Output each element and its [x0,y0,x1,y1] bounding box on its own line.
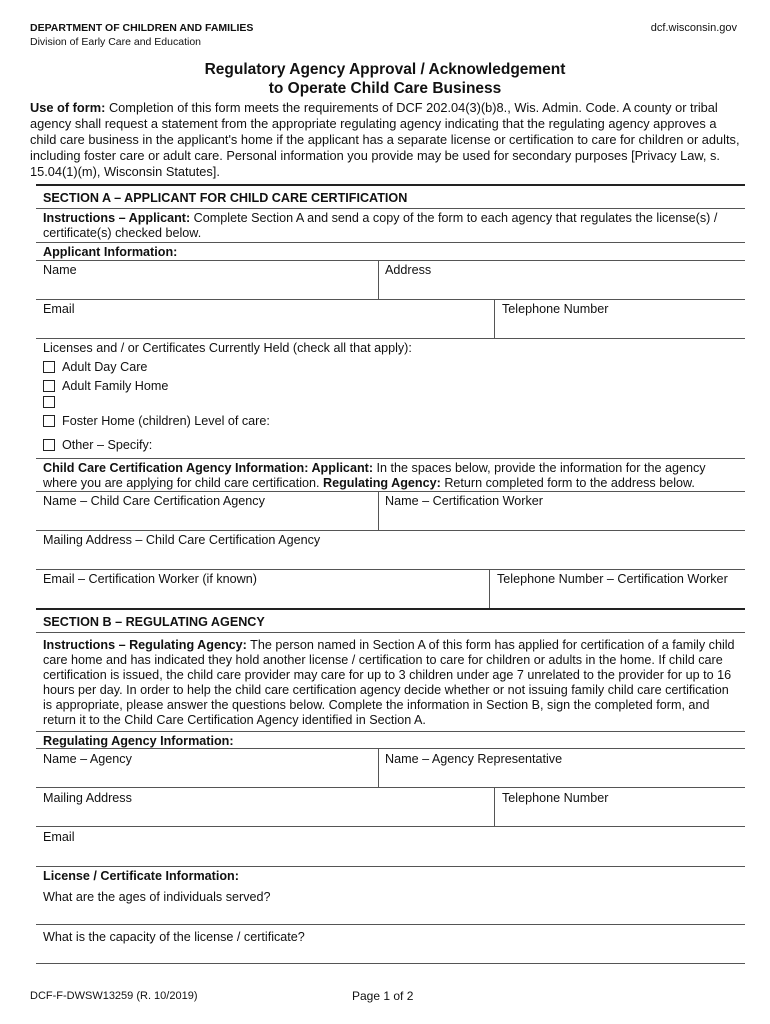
capacity-question: What is the capacity of the license / certificate? [43,930,305,944]
instructions-label: Instructions – Regulating Agency: [43,638,247,652]
name-label: Name [43,263,77,277]
agency-name-label: Name – Child Care Certification Agency [43,494,265,508]
section-b-instructions [43,638,738,728]
cert-agency-heading: Child Care Certification Agency Information: Applicant: [43,461,374,475]
divider [36,299,745,300]
licenses-label: Licenses and / or Certificates Currently Held (check all that apply): [43,341,412,355]
other-specify-label: Other – Specify: [62,438,153,452]
adult-family-home-label: Adult Family Home [62,379,169,393]
agency-representative-label: Name – Agency Representative [385,752,563,766]
form-title-line1: Regulatory Agency Approval / Acknowledgement [204,61,566,78]
telephone-label: Telephone Number [502,791,609,805]
ages-question: What are the ages of individuals served? [43,890,271,904]
worker-phone-label: Telephone Number – Certification Worker [497,572,728,586]
divider [36,826,745,827]
instructions-text: The person named in Section A of this form has applied for certification of a family child care home and has indicated they hold another license / certification to care for children or adults in the home. If child care certification is issued, the child care provider may care for up to 3 children under age 7 unrelated to the provider for up to 16 hours per day. In order to help the child care certification agency decide whether or not issuing family child care certification is appropriate, please answer the questions below. Complete the information in Section B, sign the completed form, and return it to the Child Care Certification Agency identified in Section A. [43,638,735,727]
foster-home-label: Foster Home (children) Level of care: [62,414,270,428]
department-name: DEPARTMENT OF CHILDREN AND FAMILIES [30,22,254,34]
use-of-form-label: Use of form: [30,100,106,115]
division-name: Division of Early Care and Education [30,36,202,48]
divider [36,458,745,459]
instructions-label: Instructions – Applicant: [43,211,191,225]
adult-day-care-checkbox[interactable] [43,361,55,373]
section-a-rule [36,184,745,186]
cert-agency-text2: Return completed form to the address below. [444,476,695,490]
divider [36,963,745,964]
adult-day-care-label: Adult Day Care [62,360,148,374]
use-of-form-text: Completion of this form meets the requirements of DCF 202.04(3)(b)8., Wis. Admin. Code. A county or tribal agency shall request a statement from the appropriate regulating agency indicating that the regulating agency approves a child care business in the applicant's home if the applicant has a separate license or certification to care for children or adults, including foster care or adult care. Personal information you provide may be used for secondary purposes [Privacy Law, s. 15.04(1)(m), Wisconsin Statutes]. [30,100,740,179]
adult-family-home-checkbox[interactable] [43,380,55,392]
divider [36,208,745,209]
divider [36,787,745,788]
divider [494,787,495,826]
applicant-info-heading: Applicant Information: [43,245,178,259]
divider [378,491,379,530]
blank-checkbox[interactable] [43,396,55,408]
divider [36,491,745,492]
instructions-text: Complete Section A and send a copy of the form to each agency that regulates the license(s) / certificate(s) checked below. [43,211,718,240]
divider [36,530,745,531]
divider [36,924,745,925]
divider [36,632,745,633]
section-a-heading: SECTION A – APPLICANT FOR CHILD CARE CERTIFICATION [43,191,408,205]
divider [36,260,745,261]
email-label: Email [43,302,75,316]
section-b-heading: SECTION B – REGULATING AGENCY [43,615,265,629]
page-number: Page 1 of 2 [352,989,414,1003]
cert-agency-text1: In the spaces below, provide the information for the agency where you are applying for child care certification. [43,461,706,490]
regulating-agency-label: Regulating Agency: [323,476,441,490]
divider [36,338,745,339]
agency-name-label: Name – Agency [43,752,132,766]
divider [36,731,745,732]
other-checkbox[interactable] [43,439,55,451]
address-label: Address [385,263,432,277]
form-title-line2: to Operate Child Care Business [268,80,502,97]
divider [36,748,745,749]
mailing-address-label: Mailing Address [43,791,132,805]
cert-agency-instructions [43,461,738,491]
divider [36,242,745,243]
section-a-instructions [43,211,738,241]
section-b-rule [36,608,745,610]
regulating-info-heading: Regulating Agency Information: [43,734,234,748]
divider [489,569,490,609]
website: dcf.wisconsin.gov [650,22,737,34]
worker-email-label: Email – Certification Worker (if known) [43,572,257,586]
telephone-label: Telephone Number [502,302,609,316]
divider [378,260,379,299]
foster-home-checkbox[interactable] [43,415,55,427]
use-of-form [30,100,742,180]
worker-name-label: Name – Certification Worker [385,494,543,508]
divider [378,748,379,787]
license-info-heading: License / Certificate Information: [43,869,239,883]
form-id: DCF-F-DWSW13259 (R. 10/2019) [30,990,198,1002]
divider [494,299,495,338]
email-label: Email [43,830,75,844]
mailing-address-label: Mailing Address – Child Care Certification Agency [43,533,321,547]
divider [36,866,745,867]
divider [36,569,745,570]
